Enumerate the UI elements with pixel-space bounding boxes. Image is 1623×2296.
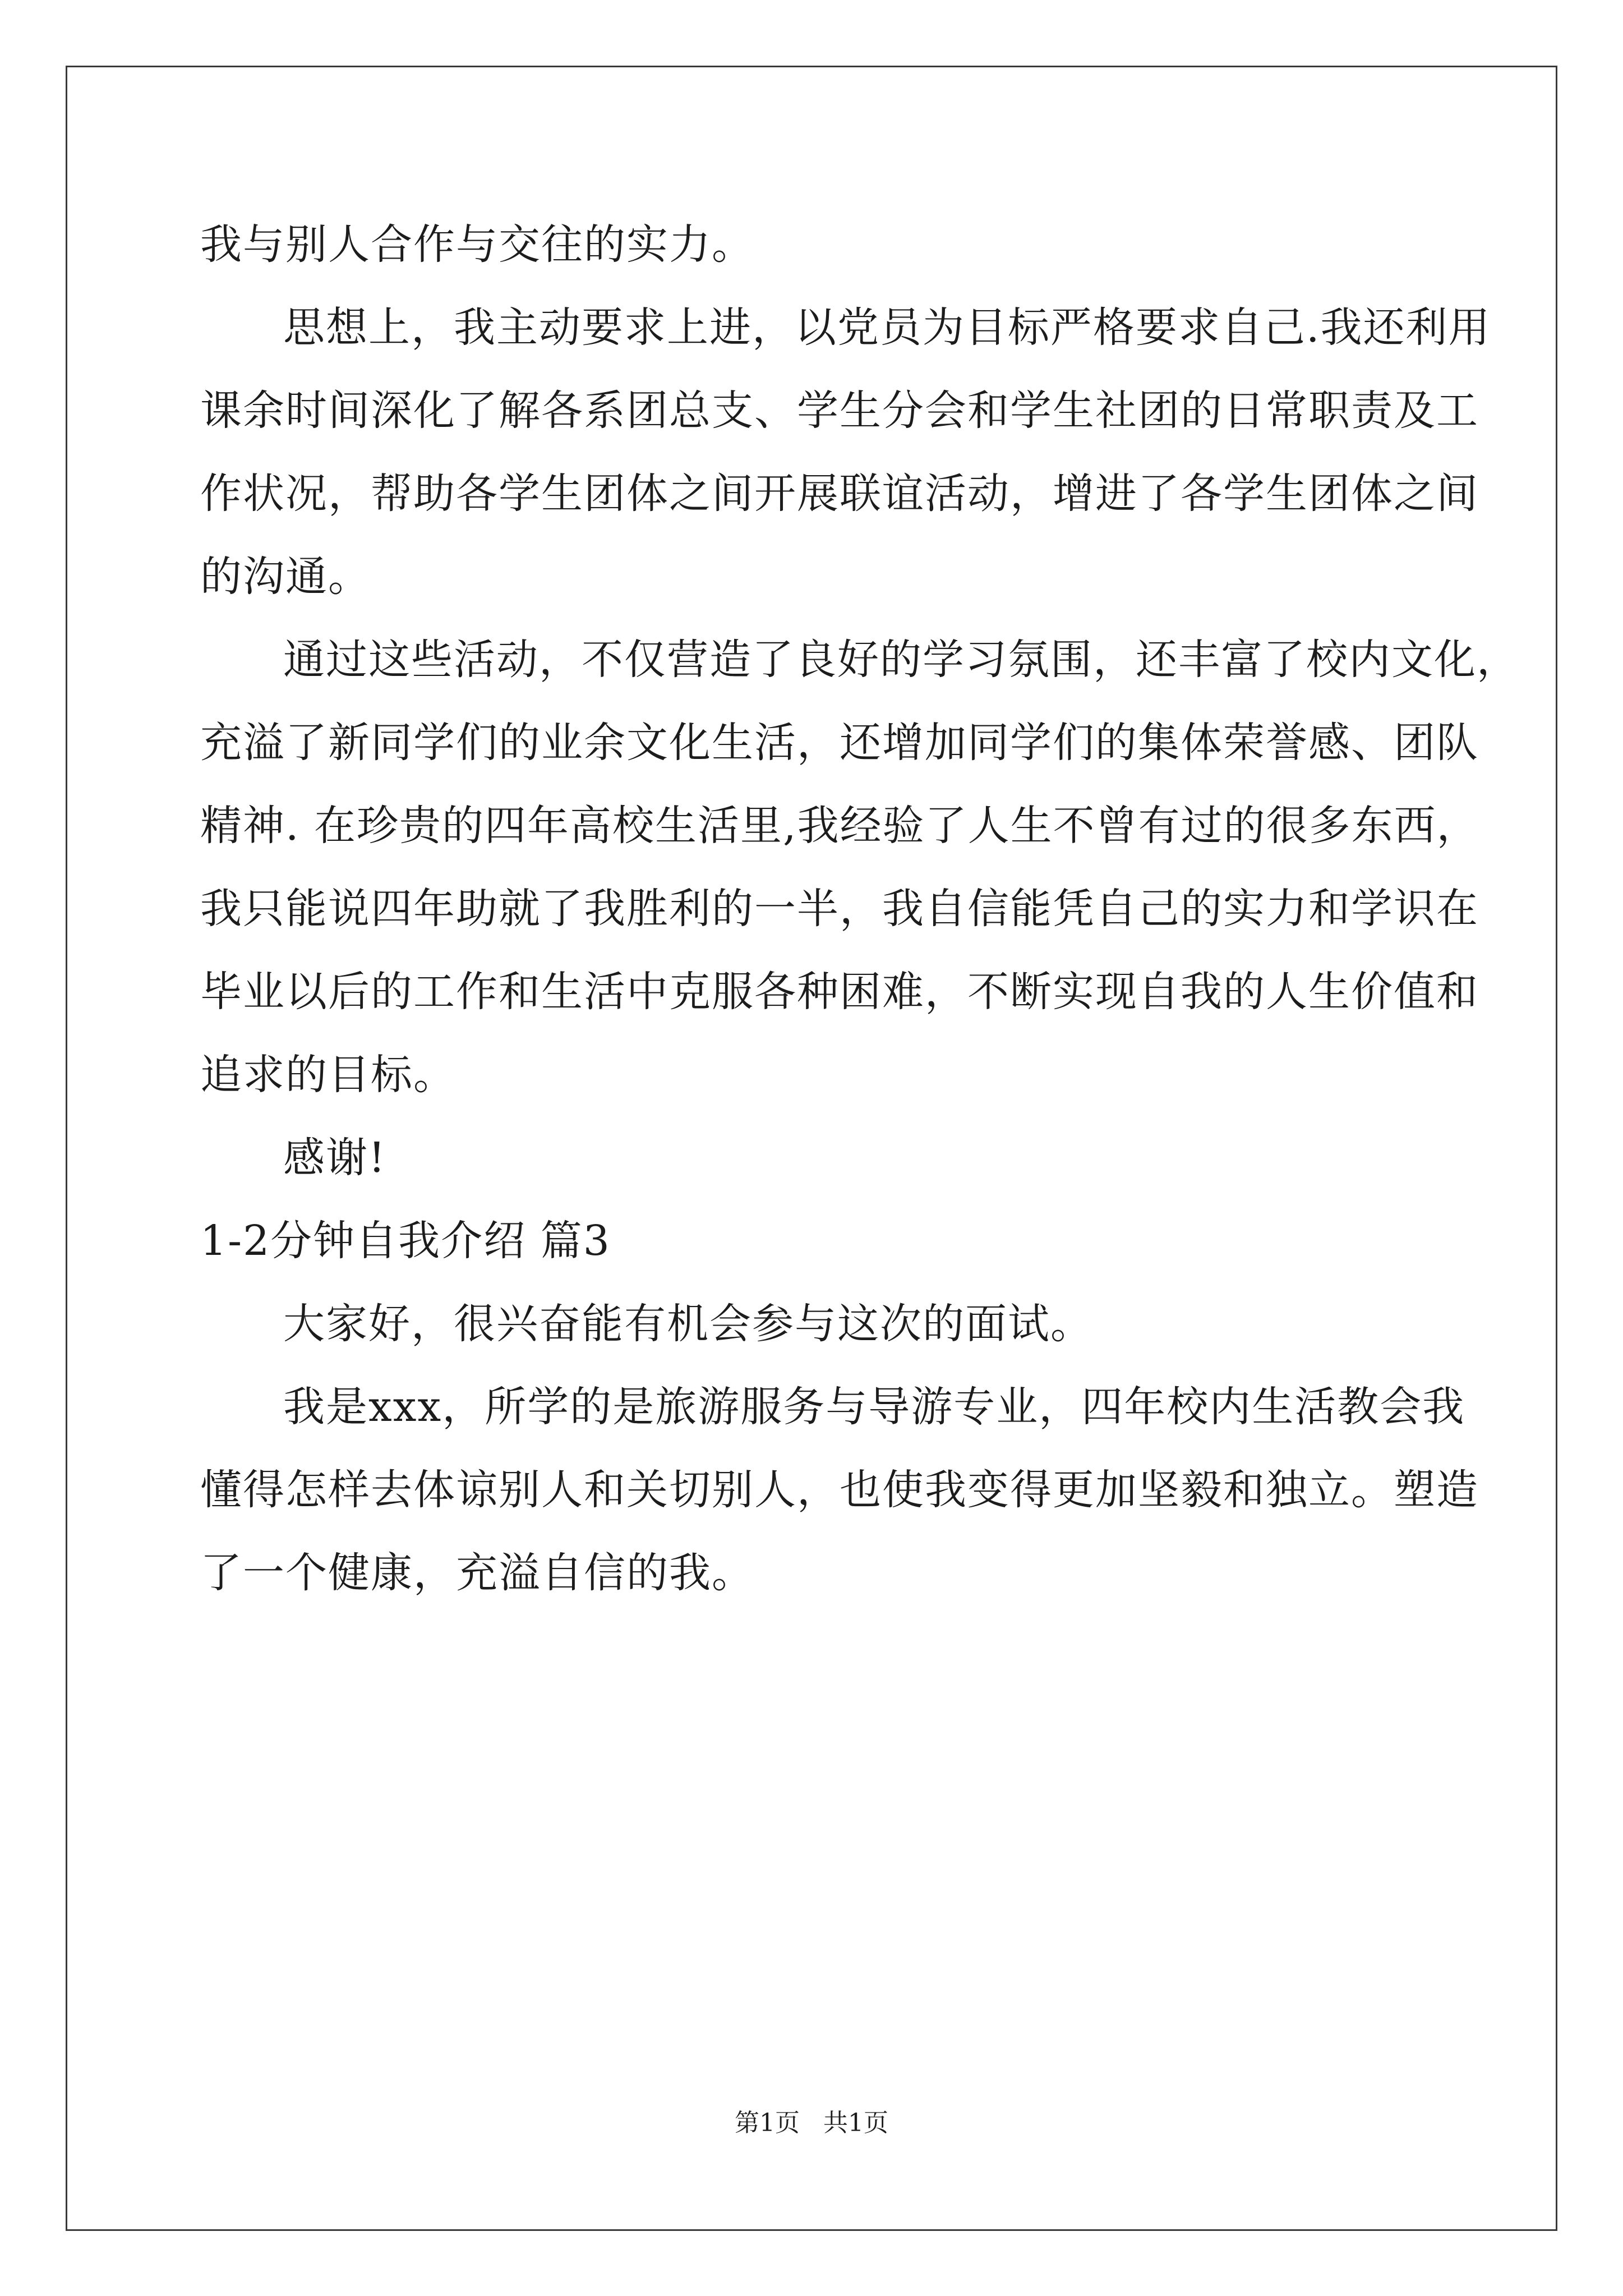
text-line: 毕业以后的工作和生活中克服各种困难，不断实现自我的人生价值和 (200, 968, 1479, 1016)
text-line: 我只能说四年助就了我胜利的一半，我自信能凭自己的实力和学识在 (200, 885, 1479, 933)
section-heading: 1-2分钟自我介绍 篇3 (200, 1217, 611, 1265)
text-line: 追求的目标。 (200, 1051, 456, 1099)
page-number-footer: 第1页 共1页 (735, 2109, 888, 2137)
text-line: 通过这些活动，不仅营造了良好的学习氛围，还丰富了校内文化， (283, 636, 1519, 684)
document-body (200, 203, 1519, 1614)
text-line: 充溢了新同学们的业余文化生活，还增加同学们的集体荣誉感、团队 (200, 719, 1479, 767)
text-line: 我是xxx，所学的是旅游服务与导游专业，四年校内生活教会我 (283, 1383, 1465, 1431)
text-line: 了一个健康，充溢自信的我。 (200, 1549, 754, 1597)
text-line: 的沟通。 (200, 553, 371, 601)
text-line: 感谢! (283, 1134, 386, 1182)
text-line: 大家好，很兴奋能有机会参与这次的面试。 (283, 1300, 1093, 1348)
text-line: 作状况，帮助各学生团体之间开展联谊活动，增进了各学生团体之间 (200, 470, 1479, 518)
text-line: 课余时间深化了解各系团总支、学生分会和学生社团的日常职责及工 (200, 386, 1479, 435)
text-line: 思想上，我主动要求上进，以党员为目标严格要求自己.我还利用 (283, 303, 1491, 352)
text-line: 懂得怎样去体谅别人和关切别人，也使我变得更加坚毅和独立。塑造 (200, 1466, 1479, 1514)
text-line: 我与别人合作与交往的实力。 (200, 220, 754, 269)
text-line: 精神. 在珍贵的四年高校生活里,我经验了人生不曾有过的很多东西， (200, 802, 1479, 850)
